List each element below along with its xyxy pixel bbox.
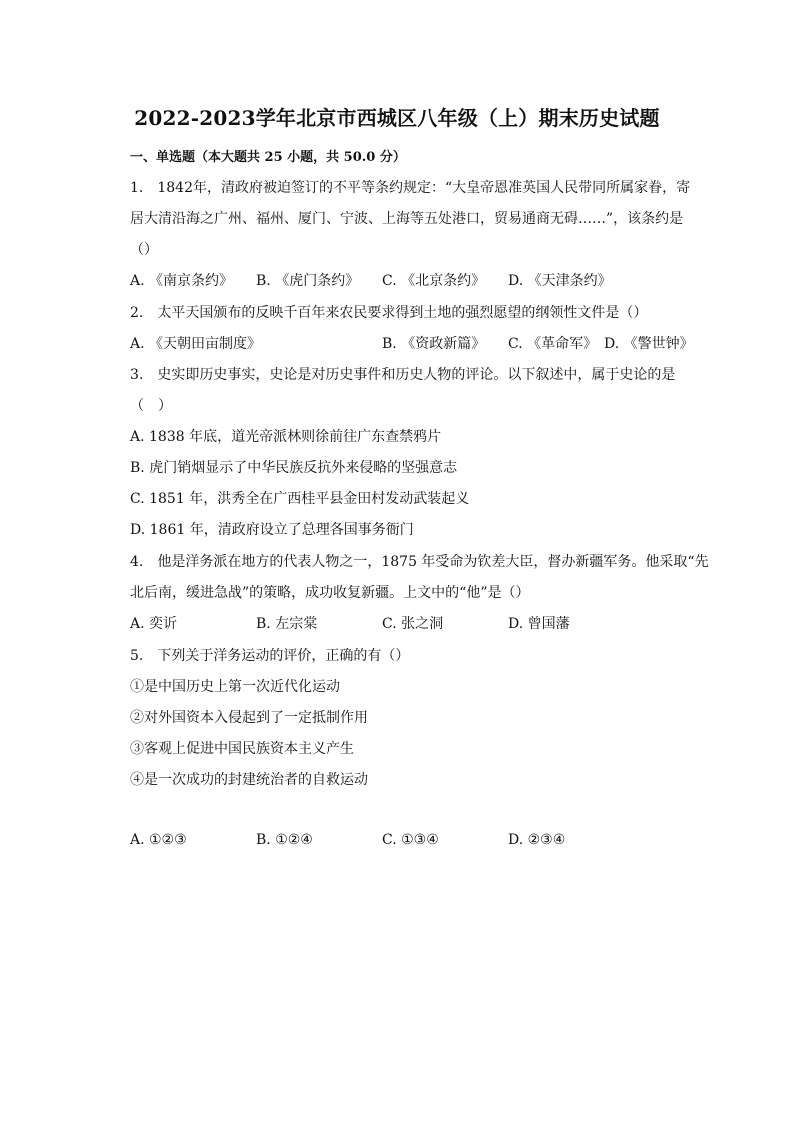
q1-option-b: B. 《虎门条约》: [256, 273, 360, 289]
q5-statement-4: ④是一次成功的封建统治者的自救运动: [130, 772, 368, 788]
q5-line-1: 5. 下列关于洋务运动的评价，正确的有（）: [130, 648, 410, 664]
q4-line-1: 4. 他是洋务派在地方的代表人物之一，1875 年受命为钦差大臣，督办新疆军务。他采取“先: [130, 554, 709, 570]
q1-option-d: D. 《天津条约》: [508, 273, 612, 289]
q1-line-2: 居大清沿海之广州、福州、厦门、宁波、上海等五处港口，贸易通商无碍……”，该条约是: [130, 211, 684, 227]
q5-option-a: A. ①②③: [130, 832, 187, 848]
q5-statement-3: ③客观上促进中国民族资本主义产生: [130, 741, 354, 757]
q5-statement-2: ②对外国资本入侵起到了一定抵制作用: [130, 710, 368, 726]
q5-option-c: C. ①③④: [382, 832, 439, 848]
q3-line-2: （ ）: [130, 398, 172, 414]
q1-line-1: 1. 1842年，清政府被迫签订的不平等条约规定：“大皇帝恩准英国人民带同所属家眷，寄: [130, 180, 691, 196]
q4-option-d: D. 曾国藩: [508, 616, 570, 632]
q5-option-d: D. ②③④: [508, 832, 566, 848]
q3-line-1: 3. 史实即历史事实，史论是对历史事件和历史人物的评论。以下叙述中，属于史论的是: [130, 367, 676, 383]
q3-option-c: C. 1851 年，洪秀全在广西桂平县金田村发动武装起义: [130, 491, 470, 507]
q2-option-d: D. 《警世钟》: [604, 336, 694, 352]
q3-option-b: B. 虎门销烟显示了中华民族反抗外来侵略的坚强意志: [130, 460, 458, 476]
q2-option-c: C. 《革命军》: [508, 336, 598, 352]
q4-option-b: B. 左宗棠: [256, 616, 318, 632]
q1-option-a: A. 《南京条约》: [130, 273, 234, 289]
q4-option-c: C. 张之洞: [382, 616, 444, 632]
q4-line-2: 北后南，缓进急战”的策略，成功收复新疆。上文中的“他”是（）: [130, 585, 530, 601]
q4-option-a: A. 奕䜣: [130, 616, 178, 632]
q5-statement-1: ①是中国历史上第一次近代化运动: [130, 679, 340, 695]
section-heading: 一、单选题（本大题共 25 小题，共 50.0 分）: [130, 150, 406, 165]
q3-option-d: D. 1861 年，清政府设立了总理各国事务衙门: [130, 522, 414, 538]
q2-option-b: B. 《资政新篇》: [382, 336, 486, 352]
q5-option-b: B. ①②④: [256, 832, 313, 848]
q3-option-a: A. 1838 年底，道光帝派林则徐前往广东查禁鸦片: [130, 429, 442, 445]
q2-option-a: A. 《天朝田亩制度》: [130, 336, 262, 352]
page-title: 2022-2023学年北京市西城区八年级（上）期末历史试题: [134, 106, 660, 130]
q1-option-c: C. 《北京条约》: [382, 273, 486, 289]
q1-line-3: （）: [130, 242, 158, 258]
q2-line-1: 2. 太平天国颁布的反映千百年来农民要求得到土地的强烈愿望的纲领性文件是（）: [130, 305, 648, 321]
